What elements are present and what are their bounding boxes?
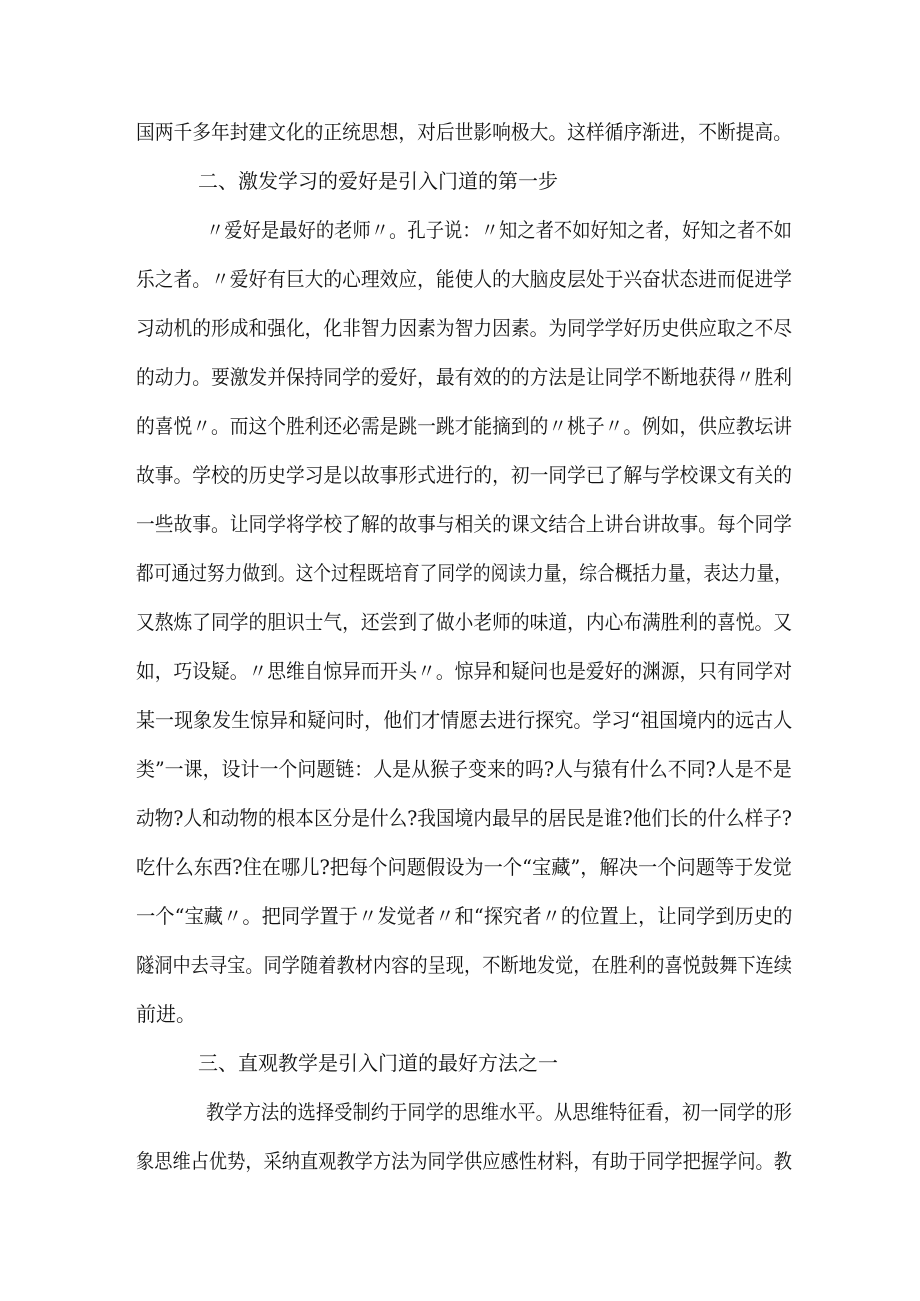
paragraph-line: 前进。	[136, 1002, 196, 1026]
paragraph-line: 一个“宝藏〃。把同学置于〃发觉者〃和“探究者〃的位置上，让同学到历史的	[136, 904, 793, 928]
paragraph-line: 习动机的形成和强化，化非智力因素为智力因素。为同学学好历史供应取之不尽	[136, 316, 792, 340]
paragraph-line: 动物?人和动物的根本区分是什么?我国境内最早的居民是谁?他们长的什么样子?	[136, 806, 792, 830]
paragraph-line: 隧洞中去寻宝。同学随着教材内容的呈现，不断地发觉，在胜利的喜悦鼓舞下连续	[136, 953, 792, 977]
paragraph-line: 一些故事。让同学将学校了解的故事与相关的课文结合上讲台讲故事。每个同学	[136, 512, 792, 536]
paragraph-line: 故事。学校的历史学习是以故事形式进行的，初一同学已了解与学校课文有关的	[136, 463, 792, 487]
paragraph-line: 的动力。要激发并保持同学的爱好，最有效的的方法是让同学不断地获得〃胜利	[136, 365, 792, 389]
paragraph-line: 国两千多年封建文化的正统思想，对后世影响极大。这样循序渐进，不断提高。	[136, 120, 792, 144]
paragraph-line: 如，巧设疑。〃思维自惊异而开头〃。惊异和疑问也是爱好的渊源，只有同学对	[136, 659, 792, 683]
paragraph-line: 都可通过努力做到。这个过程既培育了同学的阅读力量，综合概括力量，表达力量，	[136, 561, 792, 585]
paragraph-line: 吃什么东西?住在哪儿?把每个问题假设为一个“宝藏”，解决一个问题等于发觉	[136, 855, 792, 879]
paragraph-line: 乐之者。〃爱好有巨大的心理效应，能使人的大脑皮层处于兴奋状态进而促进学	[136, 267, 792, 291]
section-heading-3: 三、直观教学是引入门道的最好方法之一	[198, 1051, 558, 1075]
paragraph-line: 〃爱好是最好的老师〃。孔子说：〃知之者不如好知之者，好知之者不如	[206, 218, 792, 242]
paragraph-line: 某一现象发生惊异和疑问时，他们才情愿去进行探究。学习“祖国境内的远古人	[136, 708, 793, 732]
paragraph-line: 教学方法的选择受制约于同学的思维水平。从思维特征看，初一同学的形	[206, 1100, 792, 1124]
paragraph-line: 又熬炼了同学的胆识士气，还尝到了做小老师的味道，内心布满胜利的喜悦。又	[136, 610, 792, 634]
paragraph-line: 象思维占优势，采纳直观教学方法为同学供应感性材料，有助于同学把握学问。教	[136, 1149, 792, 1173]
section-heading-2: 二、激发学习的爱好是引入门道的第一步	[198, 169, 558, 193]
paragraph-line: 的喜悦〃。而这个胜利还必需是跳一跳才能摘到的〃桃子〃。例如，供应教坛讲	[136, 414, 792, 438]
paragraph-line: 类”一课，设计一个问题链：人是从猴子变来的吗?人与猿有什么不同?人是不是	[136, 757, 792, 781]
